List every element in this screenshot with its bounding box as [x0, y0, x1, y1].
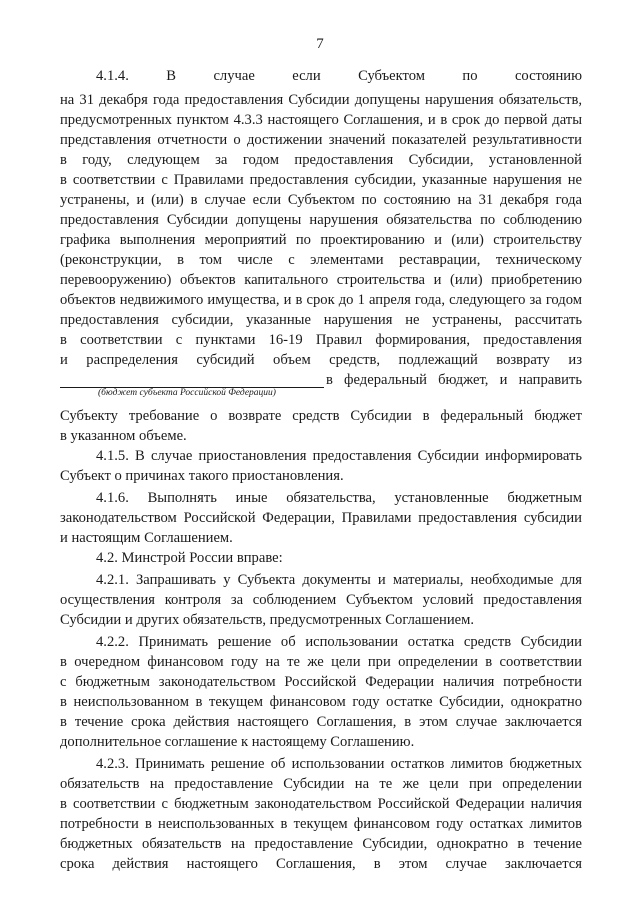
text-line: в неиспользованном в текущем финансовом году остатке Субсидии, однократно — [60, 694, 582, 710]
fill-in-blank — [60, 373, 324, 388]
text-line: объектов недвижимого имущества, и в срок до 1 апреля года, следующего за годом — [60, 292, 582, 308]
text-line: 4.2. Минстрой России вправе: — [96, 550, 283, 566]
text-line: представления отчетности о достижении значений показателей результативности — [60, 132, 582, 148]
text-line: в указанном объеме. — [60, 428, 187, 444]
text-line: предоставления Субсидии допущены нарушения обязательства по соблюдению — [60, 212, 582, 228]
text-line: 4.1.4. В случае если Субъектом по состоянию — [96, 68, 582, 84]
text-line: в очередном финансовом году на те же цели при определении в соответствии — [60, 654, 582, 670]
text-line: предусмотренных пунктом 4.3.3 настоящего Соглашения, и в срок до первой даты — [60, 112, 582, 128]
text-line: в соответствии с бюджетным законодательством Российской Федерации наличия — [60, 796, 582, 812]
text-line: Субсидии и других обязательств, предусмотренных Соглашением. — [60, 612, 475, 628]
text-line: и распределения субсидий объем средств, подлежащий возврату из — [60, 352, 582, 368]
text-line: с бюджетным законодательством Российской Федерации наличия потребности — [60, 674, 582, 690]
blank-caption: (бюджет субъекта Российской Федерации) — [98, 388, 276, 398]
text-line: 4.2.1. Запрашивать у Субъекта документы и материалы, необходимые для — [96, 572, 582, 588]
text-line: в году, следующем за годом предоставления Субсидии, установленной — [60, 152, 582, 168]
text-line: 4.2.3. Принимать решение об использовании остатков лимитов бюджетных — [96, 756, 582, 772]
text-line: перевооружению) объектов капитального строительства и (или) приобретению — [60, 272, 582, 288]
text-line: потребности в неиспользованных в текущем финансовом году остатках лимитов — [60, 816, 582, 832]
text-line: графика выполнения мероприятий по проектированию и (или) строительству — [60, 232, 582, 248]
text-line: в течение срока действия настоящего Соглашения, в этом случае заключается — [60, 714, 582, 730]
text-line: Субъекту требование о возврате средств Субсидии в федеральный бюджет — [60, 408, 582, 424]
text-line: обязательств на предоставление Субсидии на те же цели при определении — [60, 776, 582, 792]
text-line: в соответствии с пунктами 16-19 Правил формирования, предоставления — [60, 332, 582, 348]
text-line: в федеральный бюджет, и направить — [326, 372, 582, 388]
text-line: законодательством Российской Федерации, Правилами предоставления субсидии — [60, 510, 582, 526]
page-number: 7 — [316, 36, 324, 52]
text-line: осуществления контроля за соблюдением Субъектом условий предоставления — [60, 592, 582, 608]
text-line: предоставления субсидии, указанные нарушения не устранены, рассчитать — [60, 312, 582, 328]
text-line: в соответствии с Правилами предоставления субсидии, указанные нарушения не — [60, 172, 582, 188]
text-line: 4.1.6. Выполнять иные обязательства, установленные бюджетным — [96, 490, 582, 506]
text-line: 4.1.5. В случае приостановления предоставления Субсидии информировать — [96, 448, 582, 464]
text-line: дополнительное соглашение к настоящему Соглашению. — [60, 734, 415, 750]
text-line: Субъект о причинах такого приостановления. — [60, 468, 344, 484]
text-line: и настоящим Соглашением. — [60, 530, 233, 546]
text-line: на 31 декабря года предоставления Субсидии допущены нарушения обязательств, — [60, 92, 582, 108]
text-line: срока действия настоящего Соглашения, в этом случае заключается — [60, 856, 582, 872]
text-line: 4.2.2. Принимать решение об использовании остатка средств Субсидии — [96, 634, 582, 650]
text-line: бюджетных обязательств на предоставление Субсидии, однократно в течение — [60, 836, 582, 852]
text-line: устранены, и (или) в случае если Субъектом по состоянию на 31 декабря года — [60, 192, 582, 208]
text-line: (реконструкции, в том числе с элементами реставрации, техническому — [60, 252, 582, 268]
